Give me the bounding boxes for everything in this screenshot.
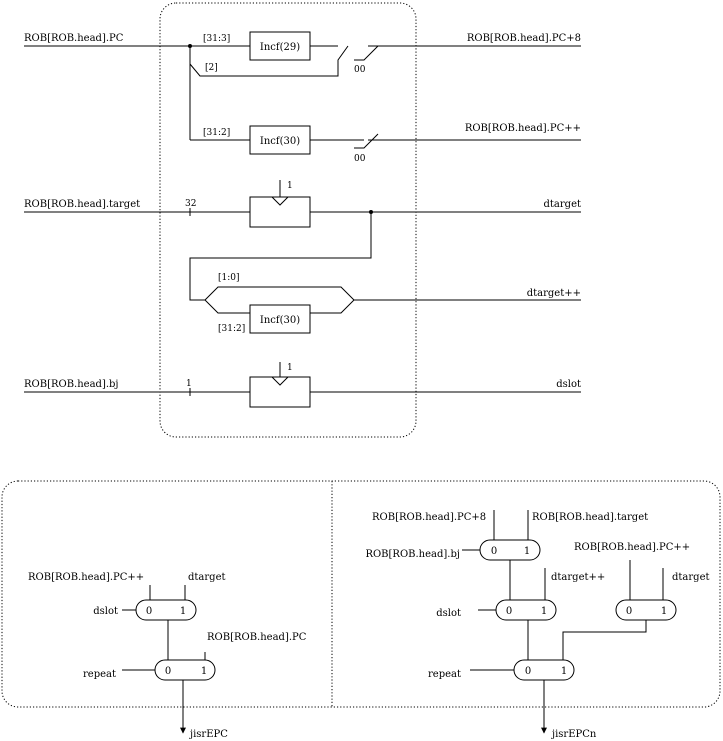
right-mux1-lbl0: 0: [490, 546, 498, 557]
left-mux2-select-label: repeat: [83, 669, 116, 680]
right-mux1-lbl1: 1: [523, 546, 531, 557]
switch1-symbol: [354, 46, 378, 60]
right-mux3-lbl1: 1: [660, 606, 668, 617]
bit2-label: [2]: [205, 63, 218, 73]
right-mux2-in1-label: dtarget++: [551, 572, 606, 583]
right-mux4-select-label: repeat: [428, 669, 461, 680]
right-mux2-lbl0: 0: [505, 606, 513, 617]
target-register-en-label: 1: [287, 181, 293, 191]
switch1-label: 00: [354, 65, 366, 75]
width1-label: 1: [186, 379, 192, 389]
pc-input-label: ROB[ROB.head].PC: [24, 33, 124, 44]
dslot-output-label: dslot: [556, 379, 581, 390]
left-mux2-lbl0: 0: [164, 666, 172, 677]
pc8-output-label: ROB[ROB.head].PC+8: [466, 33, 581, 44]
right-mux-tree: [365, 510, 709, 740]
left-mux2-in1-label: ROB[ROB.head].PC: [207, 632, 307, 643]
target-input-label: ROB[ROB.head].target: [24, 199, 141, 210]
left-mux1-lbl1: 1: [179, 606, 187, 617]
bits-31-3-label: [31:3]: [203, 34, 231, 44]
right-mux1-in0-label: ROB[ROB.head].PC+8: [372, 512, 487, 523]
right-mux3-in1-label: dtarget: [672, 572, 710, 583]
right-mux3-in0-label: ROB[ROB.head].PC++: [574, 542, 691, 553]
right-mux1-in1-label: ROB[ROB.head].target: [532, 512, 649, 523]
right-mux1: [480, 540, 540, 560]
right-mux1-select-label: ROB[ROB.head].bj: [365, 549, 460, 560]
right-mux2-select-label: dslot: [436, 608, 461, 619]
incf29-label: Incf(29): [259, 42, 301, 53]
left-mux1-in0-label: ROB[ROB.head].PC++: [28, 572, 145, 583]
dtarget-output-label: dtarget: [543, 199, 581, 210]
bj-register: [250, 377, 310, 407]
incf30a-label: Incf(30): [259, 136, 301, 147]
bj-input-label: ROB[ROB.head].bj: [24, 379, 119, 390]
width32-label: 32: [185, 199, 197, 209]
left-mux2-lbl1: 1: [200, 666, 208, 677]
bits-1-0-label: [1:0]: [218, 273, 240, 283]
dtargetpp-output-label: dtarget++: [526, 288, 581, 299]
left-mux-tree: [28, 572, 307, 740]
left-output-label: jisrEPC: [190, 729, 228, 740]
right-mux4-lbl0: 0: [524, 666, 532, 677]
bj-register-en-label: 1: [287, 363, 293, 373]
incf30b-label: Incf(30): [259, 315, 301, 326]
switch2-label: 00: [354, 154, 366, 164]
target-register: [250, 197, 310, 227]
bits-31-2b-label: [31:2]: [218, 324, 246, 334]
right-mux4-lbl1: 1: [560, 666, 568, 677]
left-mux1-lbl0: 0: [145, 606, 153, 617]
left-mux1-select-label: dslot: [93, 606, 118, 617]
left-mux1-in1-label: dtarget: [188, 572, 226, 583]
pcpp-output-label: ROB[ROB.head].PC++: [464, 123, 581, 134]
right-mux2-lbl1: 1: [540, 606, 548, 617]
bits-31-2a-label: [31:2]: [203, 128, 231, 138]
right-mux3-lbl0: 0: [625, 606, 633, 617]
switch2-symbol: [354, 134, 378, 148]
right-output-label: jisrEPCn: [552, 729, 597, 740]
